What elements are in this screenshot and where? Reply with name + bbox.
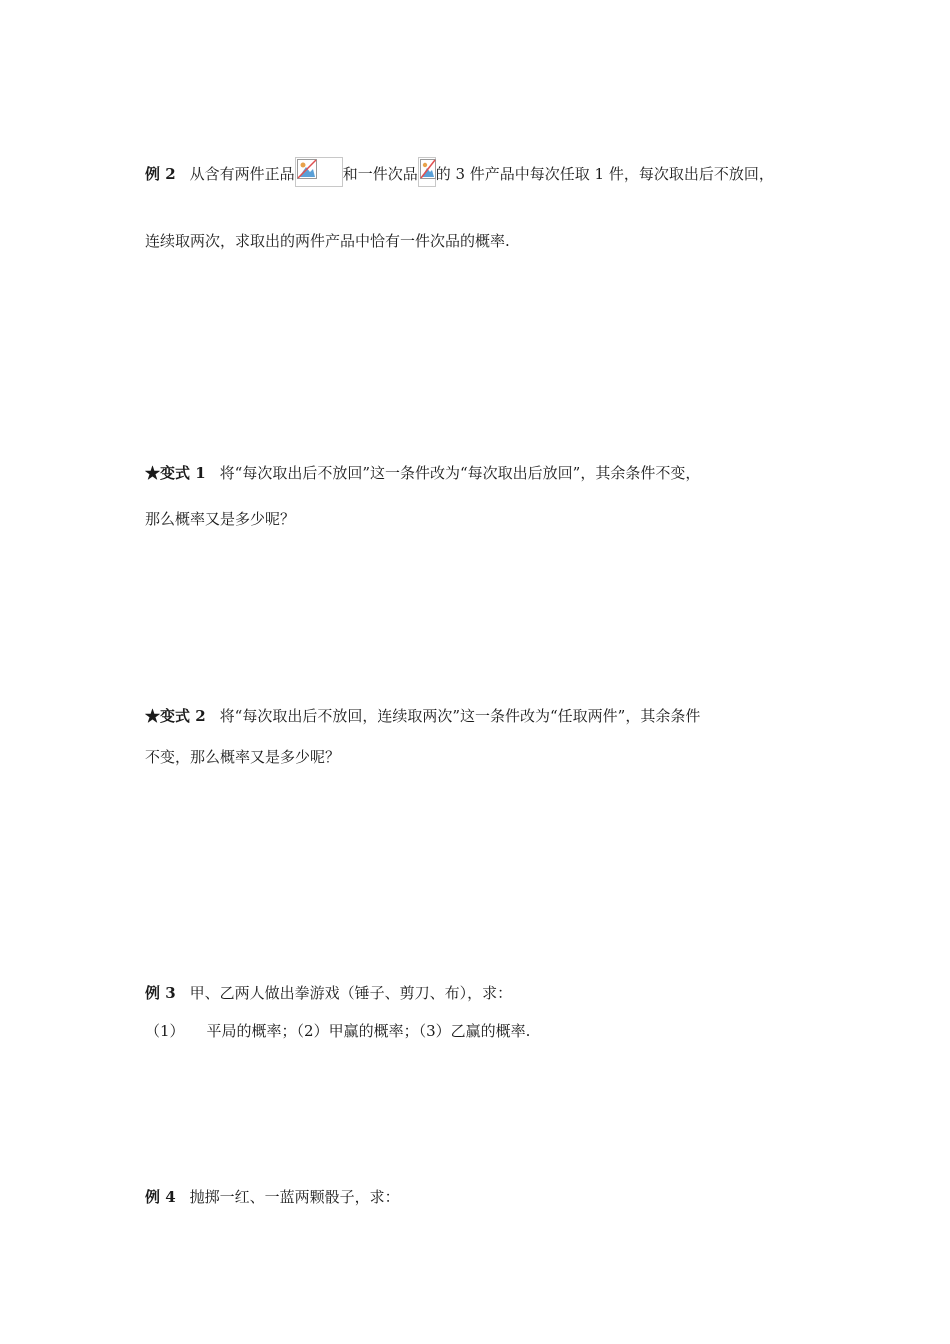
variant-1-line-1	[145, 463, 700, 483]
example-2-line-1	[145, 163, 774, 183]
variant-1-label: ★变式 1	[145, 464, 206, 482]
example-2-text-part-2: 和一件次品	[342, 165, 418, 183]
variant-2-line-1	[145, 706, 700, 726]
broken-image-icon	[295, 157, 343, 187]
example-2-line-2: 连续取两次，求取出的两件产品中恰有一件次品的概率.	[145, 232, 510, 250]
variant-1-line-2: 那么概率又是多少呢？	[145, 510, 296, 528]
example-2-text-part-3: 的 3 件产品中每次任取 1 件，每次取出后不放回，	[435, 165, 774, 183]
example-4-line-1	[145, 1187, 400, 1207]
variant-1-text: 将“每次取出后不放回”这一条件改为“每次取出后放回”，其余条件不变，	[219, 464, 701, 482]
example-3-line-1	[145, 983, 512, 1003]
example-3-text: 甲、乙两人做出拳游戏（锤子、剪刀、布），求：	[189, 984, 513, 1002]
example-3-item-number: （1）	[145, 1022, 185, 1040]
variant-2-label: ★变式 2	[145, 707, 206, 725]
variant-2-line-2: 不变，那么概率又是多少呢？	[145, 748, 341, 766]
variant-2-text: 将“每次取出后不放回，连续取两次”这一条件改为“任取两件”，其余条件	[219, 707, 701, 725]
example-3-label: 例 3	[145, 984, 176, 1002]
example-3-line-2	[145, 1021, 530, 1041]
example-3-items: 平局的概率；（2）甲赢的概率；（3）乙赢的概率.	[206, 1022, 531, 1040]
example-4-text: 抛掷一红、一蓝两颗骰子，求：	[189, 1188, 400, 1206]
broken-image-icon	[418, 157, 436, 187]
example-2-label: 例 2	[145, 165, 176, 183]
example-4-label: 例 4	[145, 1188, 176, 1206]
example-2-text-part-1: 从含有两件正品	[189, 165, 295, 183]
